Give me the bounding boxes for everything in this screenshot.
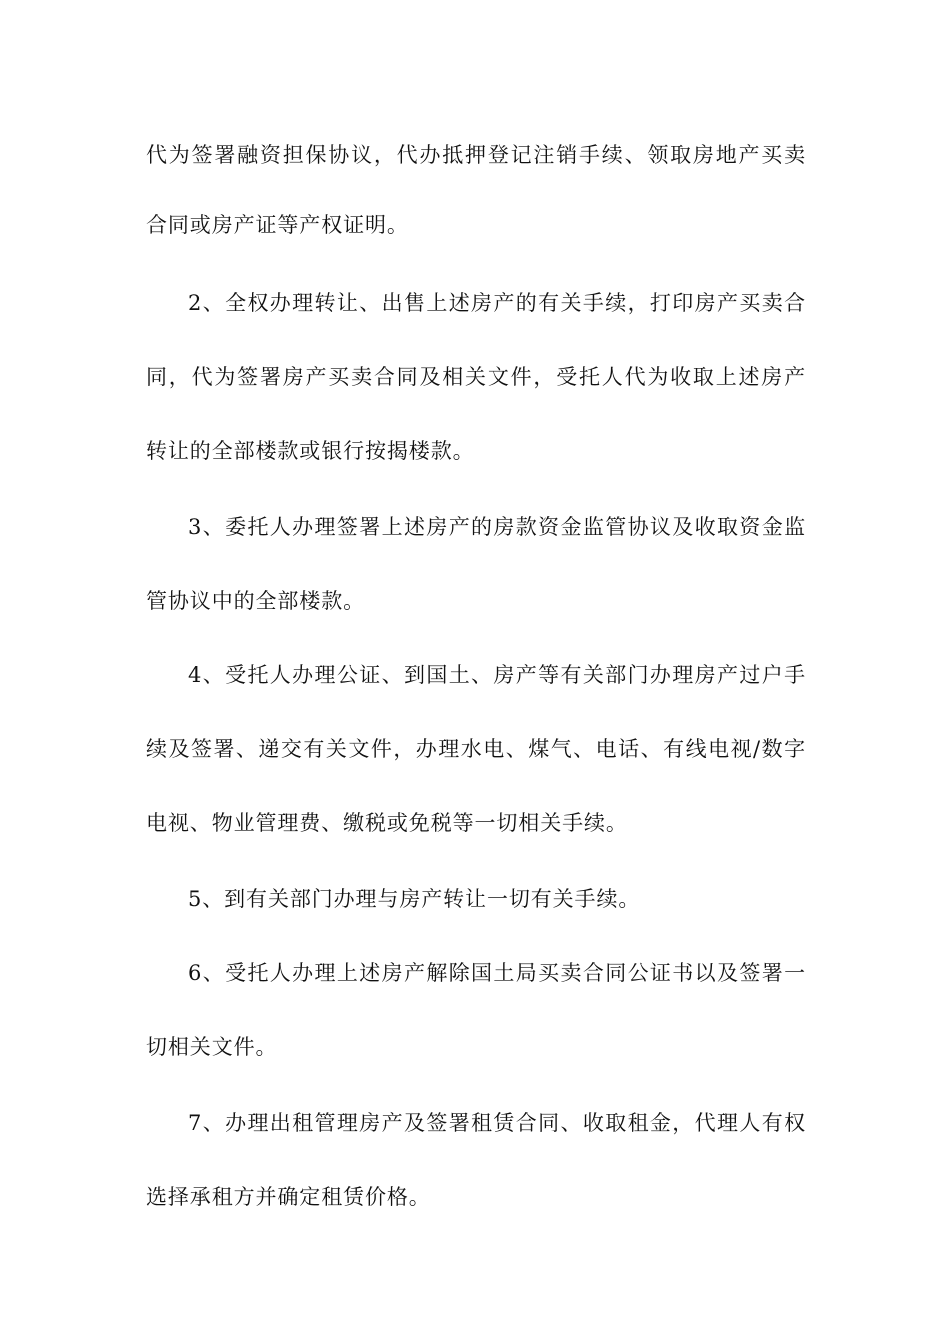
text-line: 5、到有关部门办理与房产转让一切有关手续。 [188, 887, 641, 911]
text-line: 转让的全部楼款或银行按揭楼款。 [146, 439, 475, 463]
text-line: 6、受托人办理上述房产解除国土局买卖合同公证书以及签署一 [188, 961, 806, 985]
text-line: 同，代为签署房产买卖合同及相关文件，受托人代为收取上述房产 [146, 365, 806, 389]
text-line: 续及签署、递交有关文件，办理水电、煤气、电话、有线电视/数字 [146, 737, 806, 761]
text-line: 2、全权办理转让、出售上述房产的有关手续，打印房产买卖合 [188, 291, 806, 315]
text-line: 4、受托人办理公证、到国土、房产等有关部门办理房产过户手 [188, 663, 806, 687]
text-line: 管协议中的全部楼款。 [146, 589, 365, 613]
text-line: 电视、物业管理费、缴税或免税等一切相关手续。 [146, 811, 628, 835]
text-line: 选择承租方并确定租赁价格。 [146, 1185, 431, 1209]
text-line: 合同或房产证等产权证明。 [146, 213, 409, 237]
text-line: 切相关文件。 [146, 1035, 278, 1059]
text-line: 3、委托人办理签署上述房产的房款资金监管协议及收取资金监 [188, 515, 806, 539]
text-line: 7、办理出租管理房产及签署租赁合同、收取租金，代理人有权 [188, 1111, 806, 1135]
text-line: 代为签署融资担保协议，代办抵押登记注销手续、领取房地产买卖 [146, 143, 806, 167]
